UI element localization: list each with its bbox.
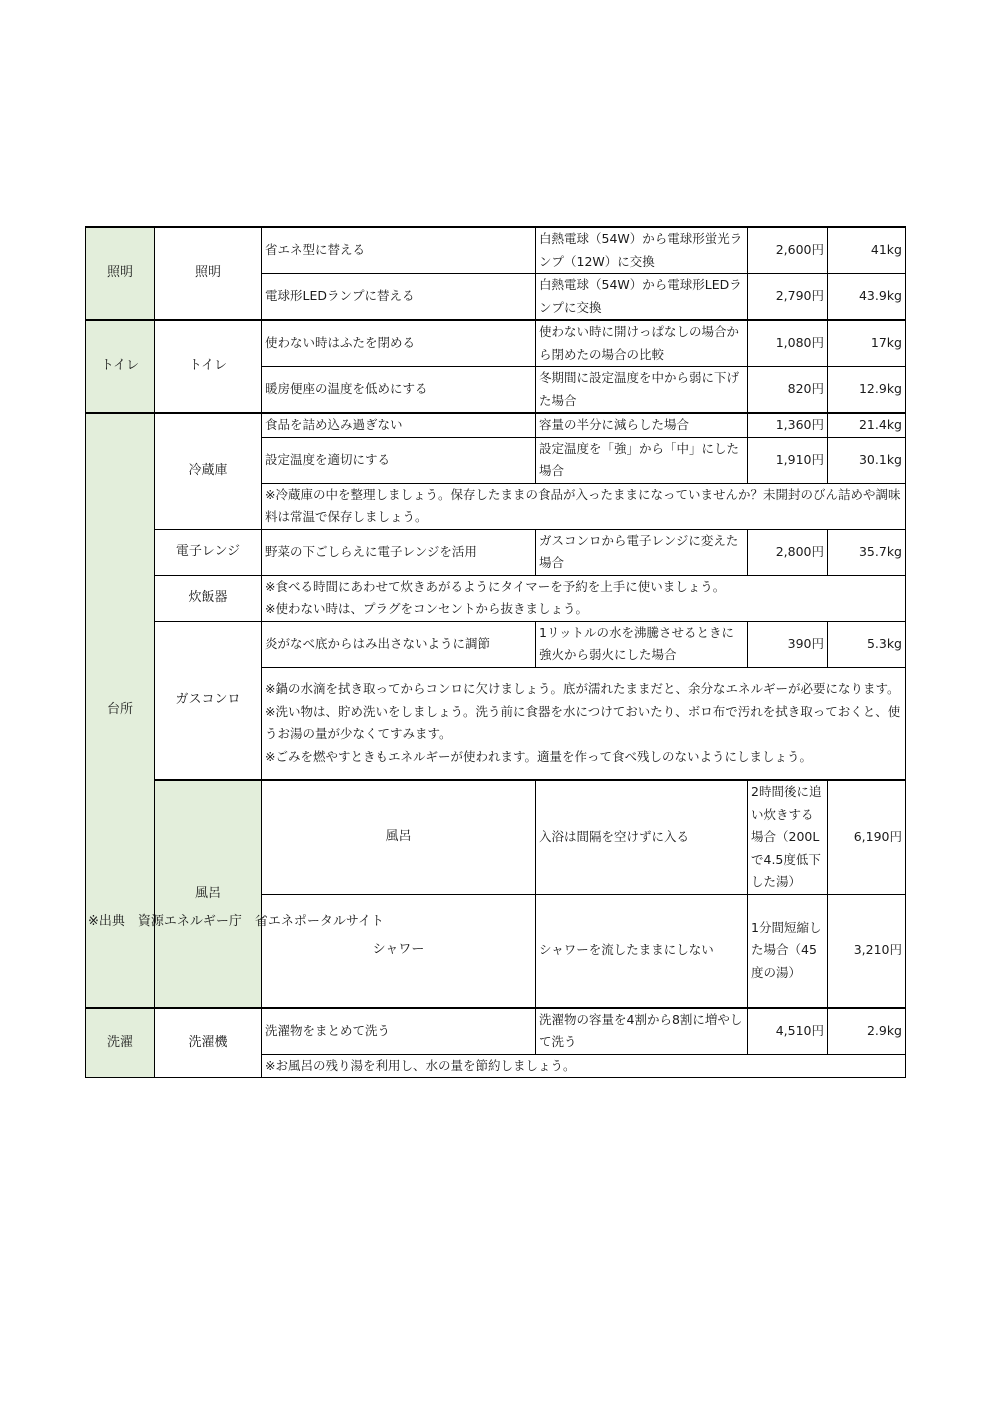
item-toilet: トイレ (155, 320, 262, 413)
item-washer: 洗濯機 (155, 1008, 262, 1078)
savings-cell: 6,190円 (828, 780, 906, 894)
condition-cell: 2時間後に追い炊きする場合（200Lで4.5度低下した湯） (748, 780, 828, 894)
condition-cell: 白熱電球（54W）から電球形蛍光ランプ（12W）に交換 (536, 227, 748, 274)
table-row (86, 575, 906, 621)
co2-cell: 12.9kg (828, 367, 906, 414)
action-cell: 野菜の下ごしらえに電子レンジを活用 (262, 529, 536, 575)
note-line: ※ごみを燃やすときもエネルギーが使われます。適量を作って食べ残しのないようにしましょう。 (265, 748, 812, 764)
condition-cell: 設定温度を「強」から「中」にした場合 (536, 437, 748, 483)
savings-cell: 4,510円 (748, 1008, 828, 1055)
source-note: ※出典 資源エネルギー庁 省エネポータルサイト (88, 914, 384, 929)
co2-cell: 35.7kg (828, 529, 906, 575)
co2-cell: 2.9kg (828, 1008, 906, 1055)
condition-cell: 白熱電球（54W）から電球形LEDランプに交換 (536, 274, 748, 321)
co2-cell: 41kg (828, 227, 906, 274)
condition-cell: 1分間短縮した場合（45度の湯） (748, 894, 828, 1008)
note-line: ※洗い物は、貯め洗いをしましょう。洗う前に食器を水につけておいたり、ボロ布で汚れを拭き取っておくと、使うお湯の量が少なくてすみます。 (265, 703, 901, 742)
action-cell: 暖房便座の温度を低めにする (262, 367, 536, 414)
co2-cell: 17kg (828, 320, 906, 367)
item-shower: シャワー (262, 894, 536, 1008)
note-rice-cooker (262, 575, 906, 621)
savings-cell: 2,790円 (748, 274, 828, 321)
table-row (86, 529, 906, 575)
action-cell: 使わない時はふたを閉める (262, 320, 536, 367)
co2-cell: 30.1kg (828, 437, 906, 483)
action-cell: 炎がなべ底からはみ出さないように調節 (262, 621, 536, 667)
item-fridge: 冷蔵庫 (155, 413, 262, 529)
table-row (86, 320, 906, 367)
savings-cell: 1,360円 (748, 413, 828, 437)
item-rice-cooker: 炊飯器 (155, 575, 262, 621)
savings-cell: 3,210円 (828, 894, 906, 1008)
note-line: ※鍋の水滴を拭き取ってからコンロに欠けましょう。底が濡れたままだと、余分なエネルギーが必要になります。 (265, 681, 900, 697)
item-microwave: 電子レンジ (155, 529, 262, 575)
savings-cell: 1,080円 (748, 320, 828, 367)
note-line: ※食べる時間にあわせて炊きあがるようにタイマーを予約を上手に使いましょう。 (265, 578, 726, 594)
category-lighting: 照明 (86, 227, 155, 320)
action-cell: 洗濯物をまとめて洗う (262, 1008, 536, 1055)
note-fridge: ※冷蔵庫の中を整理しましょう。保存したままの食品が入ったままになっていませんか？未開封のびん詰めや調味料は常温で保存しましょう。 (262, 483, 906, 529)
item-gas-stove: ガスコンロ (155, 621, 262, 780)
savings-cell: 390円 (748, 621, 828, 667)
action-cell: シャワーを流したままにしない (536, 894, 748, 1008)
note-gas-stove (262, 667, 906, 780)
action-cell: 設定温度を適切にする (262, 437, 536, 483)
category-toilet: トイレ (86, 320, 155, 413)
co2-cell: 5.3kg (828, 621, 906, 667)
condition-cell: 使わない時に開けっぱなしの場合から閉めたの場合の比較 (536, 320, 748, 367)
savings-cell: 1,910円 (748, 437, 828, 483)
item-lighting: 照明 (155, 227, 262, 320)
category-bath: 風呂 (155, 780, 262, 1008)
savings-cell: 2,600円 (748, 227, 828, 274)
condition-cell: 冬期間に設定温度を中から弱に下げた場合 (536, 367, 748, 414)
action-cell: 電球形LEDランプに替える (262, 274, 536, 321)
condition-cell: 1リットルの水を沸騰させるときに強火から弱火にした場合 (536, 621, 748, 667)
category-laundry: 洗濯 (86, 1008, 155, 1078)
table-row (86, 621, 906, 667)
table-row (86, 413, 906, 437)
table-row (86, 227, 906, 274)
energy-saving-table (85, 226, 906, 1078)
co2-cell: 43.9kg (828, 274, 906, 321)
action-cell: 省エネ型に替える (262, 227, 536, 274)
action-cell: 入浴は間隔を空けずに入る (536, 780, 748, 894)
table-row (86, 780, 906, 894)
condition-cell: ガスコンロから電子レンジに変えた場合 (536, 529, 748, 575)
table-row (86, 1008, 906, 1055)
note-line: ※使わない時は、プラグをコンセントから抜きましょう。 (265, 601, 588, 616)
action-cell: 食品を詰め込み過ぎない (262, 413, 536, 437)
savings-cell: 820円 (748, 367, 828, 414)
note-washer: ※お風呂の残り湯を利用し、水の量を節約しましょう。 (262, 1054, 906, 1078)
condition-cell: 洗濯物の容量を4割から8割に増やして洗う (536, 1008, 748, 1055)
category-kitchen: 台所 (86, 413, 155, 1008)
item-bath: 風呂 (262, 780, 536, 894)
savings-cell: 2,800円 (748, 529, 828, 575)
co2-cell: 21.4kg (828, 413, 906, 437)
condition-cell: 容量の半分に減らした場合 (536, 413, 748, 437)
